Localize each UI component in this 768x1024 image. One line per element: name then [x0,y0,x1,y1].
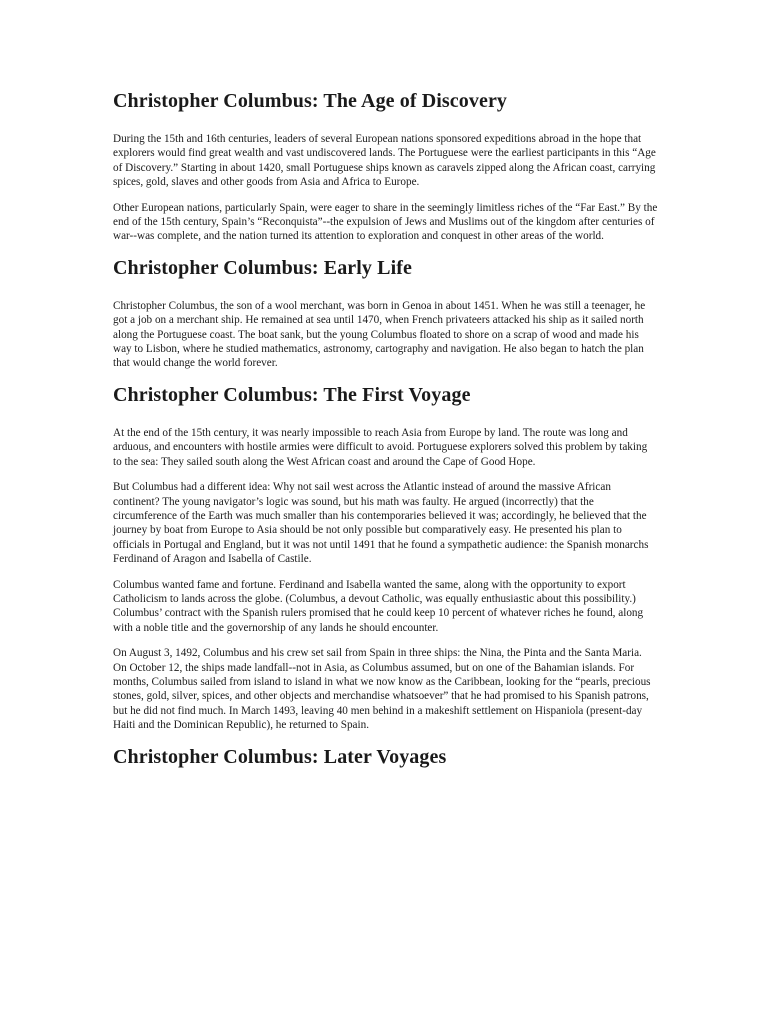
section-age-of-discovery [113,88,658,244]
section-heading: Christopher Columbus: Later Voyages [113,745,447,768]
section-early-life [113,255,658,371]
paragraph: Columbus wanted fame and fortune. Ferdinand and Isabella wanted the same, along with the opportunity to export Catholicism to lands across the globe. (Columbus, a devout Catholic, was equally enthusiastic about this possibility.) Columbus’ contract with the Spanish rulers promised that he could keep 10 percent of whatever riches he found, along with a noble title and the governorship of any lands he should encounter. [113,578,644,634]
document-page [113,88,658,788]
section-heading: Christopher Columbus: The Age of Discovery [113,90,508,112]
section-heading: Christopher Columbus: Early Life [113,256,412,279]
paragraph: During the 15th and 16th centuries, leaders of several European nations sponsored expeditions abroad in the hope that explorers would find great wealth and vast undiscovered lands. The Portuguese were the earliest participants in this “Age of Discovery.” Starting in about 1420, small Portuguese ships known as caravels zipped along the African coast, carrying spices, gold, slaves and other goods from Asia and Africa to Europe. [113,133,656,189]
paragraph: At the end of the 15th century, it was nearly impossible to reach Asia from Europe by land. The route was long and arduous, and encounters with hostile armies were difficult to avoid. Portuguese explorers solved this problem by taking to the sea: They sailed south along the West African coast and around the Cape of Good Hope. [113,426,648,468]
section-heading: Christopher Columbus: The First Voyage [113,383,471,406]
paragraph: On August 3, 1492, Columbus and his crew set sail from Spain in three ships: the Nina, the Pinta and the Santa Maria. On October 12, the ships made landfall--not in Asia, as Columbus assumed, but on one of the Bahamian islands. For months, Columbus sailed from island to island in what we now know as the Caribbean, looking for the “pearls, precious stones, gold, silver, spices, and other objects and merchandise whatsoever” that he had promised to his Spanish patrons, but he did not find much. In March 1493, leaving 40 men behind in a makeshift settlement on Hispaniola (present-day Haiti and the Dominican Republic), he returned to Spain. [113,647,651,732]
section-first-voyage [113,382,658,733]
paragraph: Other European nations, particularly Spain, were eager to share in the seemingly limitless riches of the “Far East.” By the end of the 15th century, Spain’s “Reconquista”--the expulsion of Jews and Muslims out of the kingdom after centuries of war--was complete, and the nation turned its attention to exploration and conquest in other areas of the world. [113,201,658,243]
paragraph: Christopher Columbus, the son of a wool merchant, was born in Genoa in about 1451. When he was still a teenager, he got a job on a merchant ship. He remained at sea until 1470, when French privateers attacked his ship as it sailed north along the Portuguese coast. The boat sank, but the young Columbus floated to shore on a scrap of wood and made his way to Lisbon, where he studied mathematics, astronomy, cartography and navigation. He also began to hatch the plan that would change the world forever. [113,299,646,370]
paragraph: But Columbus had a different idea: Why not sail west across the Atlantic instead of around the massive African continent? The young navigator’s logic was sound, but his math was faulty. He argued (incorrectly) that the circumference of the Earth was much smaller than his contemporaries believed it was; accordingly, he believed that the journey by boat from Europe to Asia should be not only possible but comparatively easy. He presented his plan to officials in Portugal and England, but it was not until 1491 that he found a sympathetic audience: the Spanish monarchs Ferdinand of Aragon and Isabella of Castile. [113,481,649,566]
section-later-voyages [113,744,658,770]
